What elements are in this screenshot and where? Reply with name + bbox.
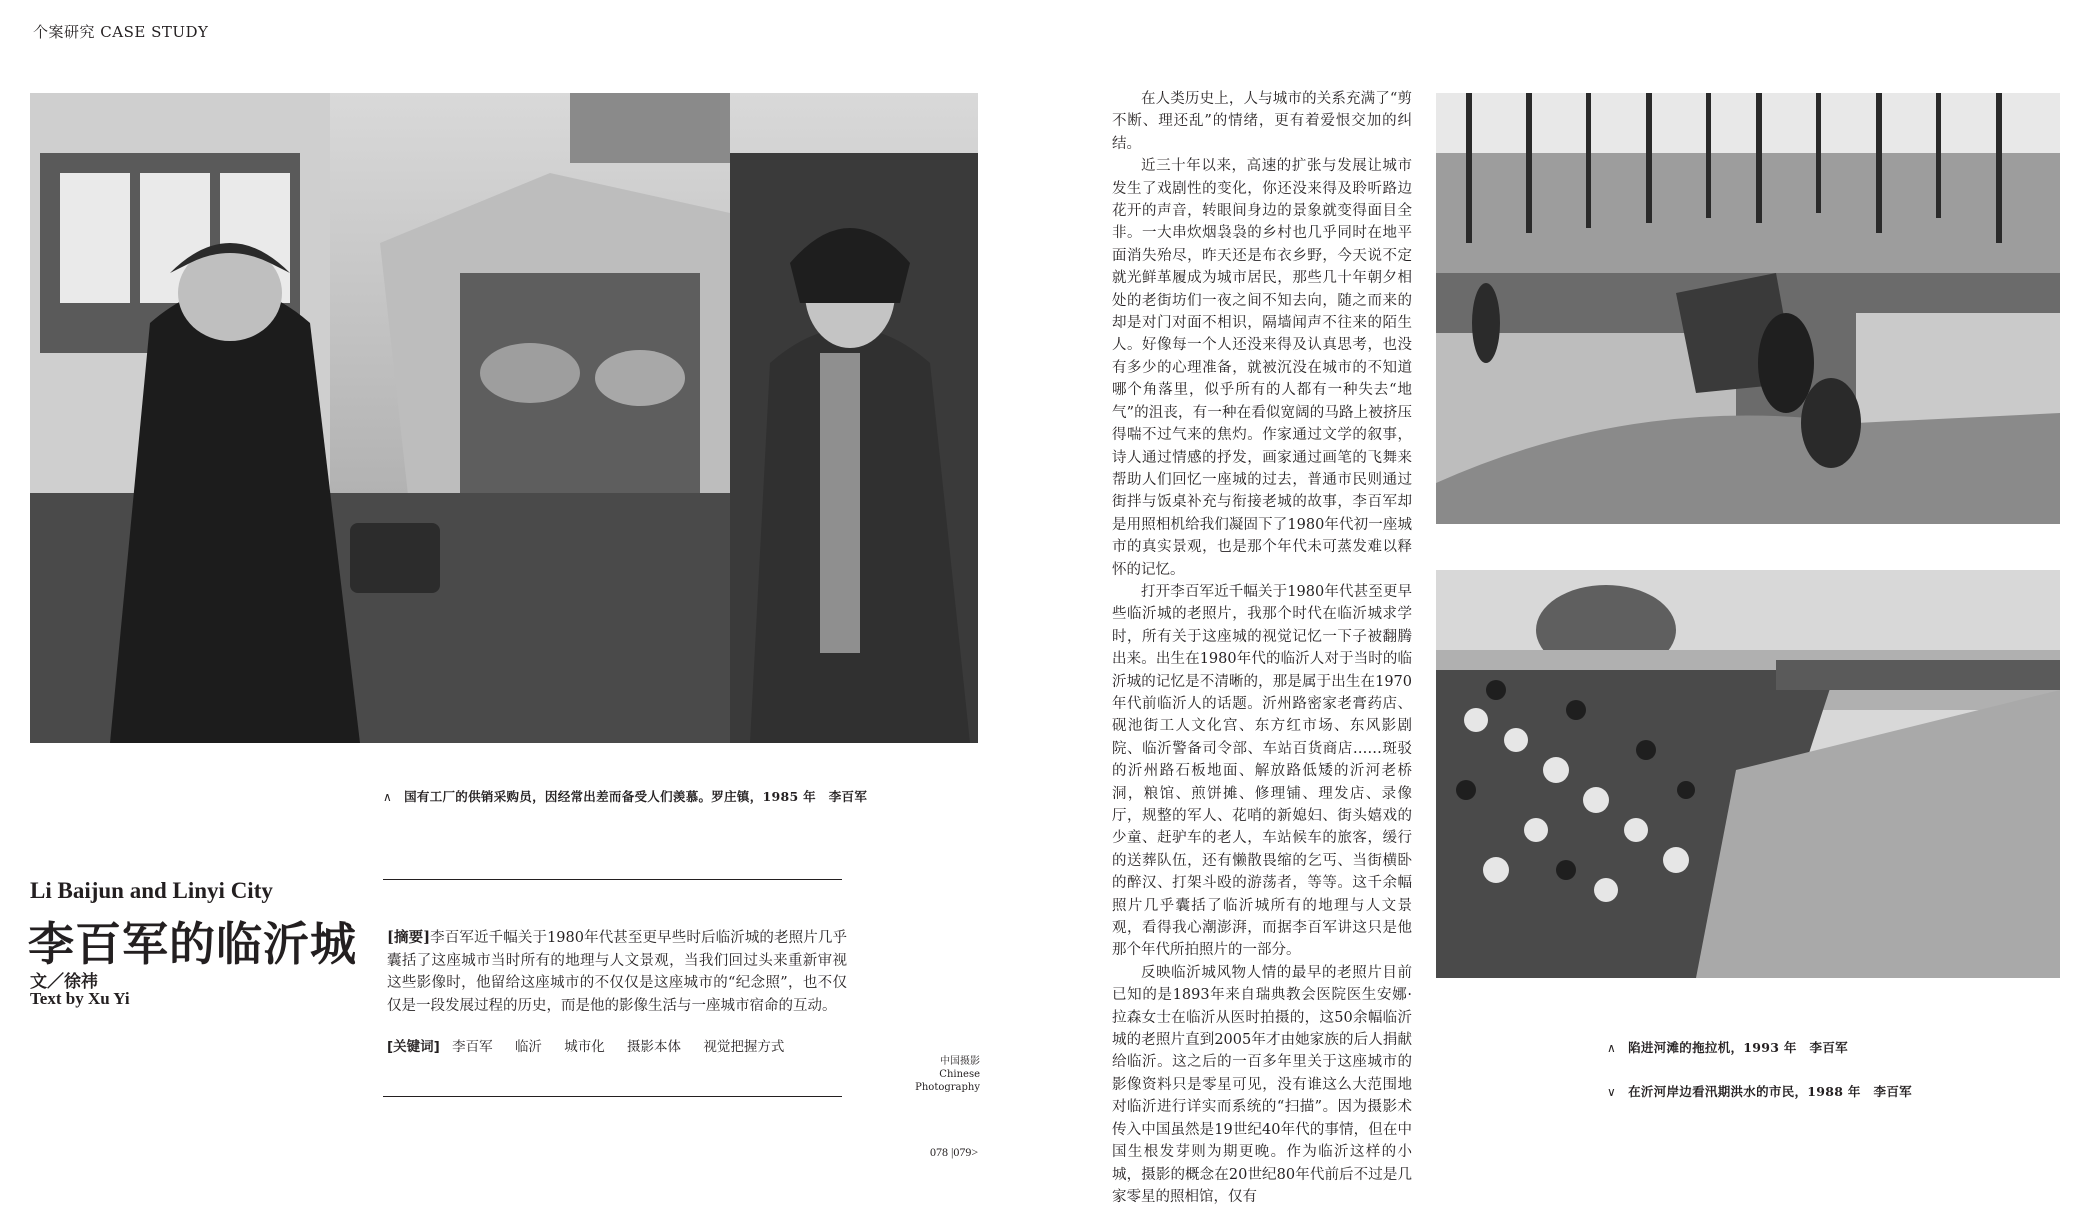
body-paragraph: 打开李百军近千幅关于1980年代甚至更早些临沂城的老照片，我那个时代在临沂城求学时，所有关于这座城的视觉记忆一下子被翻腾出来。出生在1980年代的临沂人对于当时的临沂城的记忆是不清晰的，那是属于出生在1970年代前临沂人的话题。沂州路密家老膏药店、砚池街工人文化宫、东方红市场、东风影剧院、临沂警备司令部、车站百货商店……斑驳的沂州路石板地面、解放路低矮的沂河老桥洞，粮馆、煎饼摊、修理铺、理发店、录像厅，规整的军人、花哨的新媳妇、街头嬉戏的少童、赶驴车的老人，车站候车的旅客，缓行的送葬队伍，还有懒散畏缩的乞丐、当街横卧的醉汉、打架斗殴的游荡者，等等。这千余幅照片几乎囊括了临沂城所有的地理与人文景观，看得我心潮澎湃，而据李百军讲这只是他那个年代所拍照片的一部分。	[1112, 583, 1412, 959]
page-numbers: 078 |079>	[930, 1145, 979, 1159]
author-en: Text by Xu Yi	[30, 989, 130, 1008]
magazine-name-en-1: Chinese	[939, 1069, 980, 1080]
magazine-name-en-2: Photography	[915, 1082, 980, 1093]
divider-top	[383, 879, 842, 880]
keywords-label: [关键词]	[387, 1039, 440, 1055]
divider-bottom	[383, 1096, 842, 1097]
body-paragraph: 在人类历史上，人与城市的关系充满了“剪不断、理还乱”的情绪，更有着爱恨交加的纠结。	[1112, 91, 1412, 152]
magazine-logo	[900, 1055, 980, 1094]
body-paragraph: 反映临沂城风物人情的最早的老照片目前已知的是1893年来自瑞典教会医院医生安娜·拉森女士在临沂从医时拍摄的，这50余幅临沂城的老照片直到2005年才由她家族的后人捐献给临沂。这之后的一百多年里关于这座城市的影像资料只是零星可见，没有谁这么大范围地对临沂进行详实而系统的“扫描”。因为摄影术传入中国虽然是19世纪40年代的事情，但在中国生根发芽则为期更晚。作为临沂这样的小城，摄影的概念在20世纪80年代前后不过是几家零星的照相馆，仅有	[1112, 964, 1412, 1205]
magazine-name-zh: 中国摄影	[940, 1056, 980, 1067]
keyword: 摄影本体	[627, 1039, 682, 1055]
abstract	[387, 927, 847, 1017]
tractor-photo-caption: ∧ 陷进河滩的拖拉机，1993 年 李百军	[1607, 1040, 1848, 1055]
body-paragraph: 近三十年以来，高速的扩张与发展让城市发生了戏剧性的变化，你还没来得及聆听路边花开的声音，转眼间身边的景象就变得面目全非。一大串炊烟袅袅的乡村也几乎同时在地平面消失殆尽，昨天还是布衣乡野，今天说不定就光鲜革履成为城市居民，那些几十年朝夕相处的老街坊们一夜之间不知去向，随之而来的却是对门对面不相识，隔墙闻声不往来的陌生人。好像每一个人还没来得及认真思考，也没有多少的心理准备，就被沉没在城市的不知道哪个角落里，似乎所有的人都有一种失去“地气”的沮丧，有一种在看似宽阔的马路上被挤压得喘不过气来的焦灼。作家通过文学的叙事，诗人通过情感的抒发，画家通过画笔的飞舞来帮助人们回忆一座城的过去，普通市民则通过街拌与饭桌补充与衔接老城的故事，李百军却是用照相机给我们凝固下了1980年代初一座城市的真实景观，也是那个年代未可蒸发难以释怀的记忆。	[1112, 158, 1412, 578]
main-photo	[30, 93, 978, 743]
flood-photo-caption: ∨ 在沂河岸边看汛期洪水的市民，1988 年 李百军	[1607, 1084, 1912, 1099]
body-text	[1112, 88, 1412, 1208]
keyword: 城市化	[564, 1039, 605, 1055]
keyword: 视觉把握方式	[703, 1039, 785, 1055]
keywords	[387, 1035, 794, 1055]
keyword: 李百军	[452, 1039, 493, 1055]
abstract-text: 李百军近千幅关于1980年代甚至更早些时后临沂城的老照片几乎囊括了这座城市当时所有的地理与人文景观，当我们回过头来重新审视这些影像时，他留给这座城市的不仅仅是这座城市的“纪念照”，也不仅仅是一段发展过程的历史，而是他的影像生活与一座城市宿命的互动。	[387, 930, 847, 1014]
caret-up-icon: ∧	[383, 790, 393, 804]
keyword: 临沂	[514, 1039, 542, 1055]
caret-down-icon: ∨	[1607, 1085, 1617, 1099]
main-photo-caption: ∧ 国有工厂的供销采购员，因经常出差而备受人们羡慕。罗庄镇，1985 年 李百军	[383, 789, 868, 804]
caret-up-icon: ∧	[1607, 1041, 1617, 1055]
article-title-en: Li Baijun and Linyi City	[30, 878, 273, 903]
tractor-photo	[1436, 93, 2060, 524]
section-label: 个案研究 CASE STUDY	[33, 23, 209, 41]
flood-photo	[1436, 570, 2060, 978]
abstract-label: [摘要]	[387, 929, 431, 946]
author-zh: 文／徐祎	[30, 972, 98, 992]
article-title-zh: 李百军的临沂城	[28, 917, 357, 971]
